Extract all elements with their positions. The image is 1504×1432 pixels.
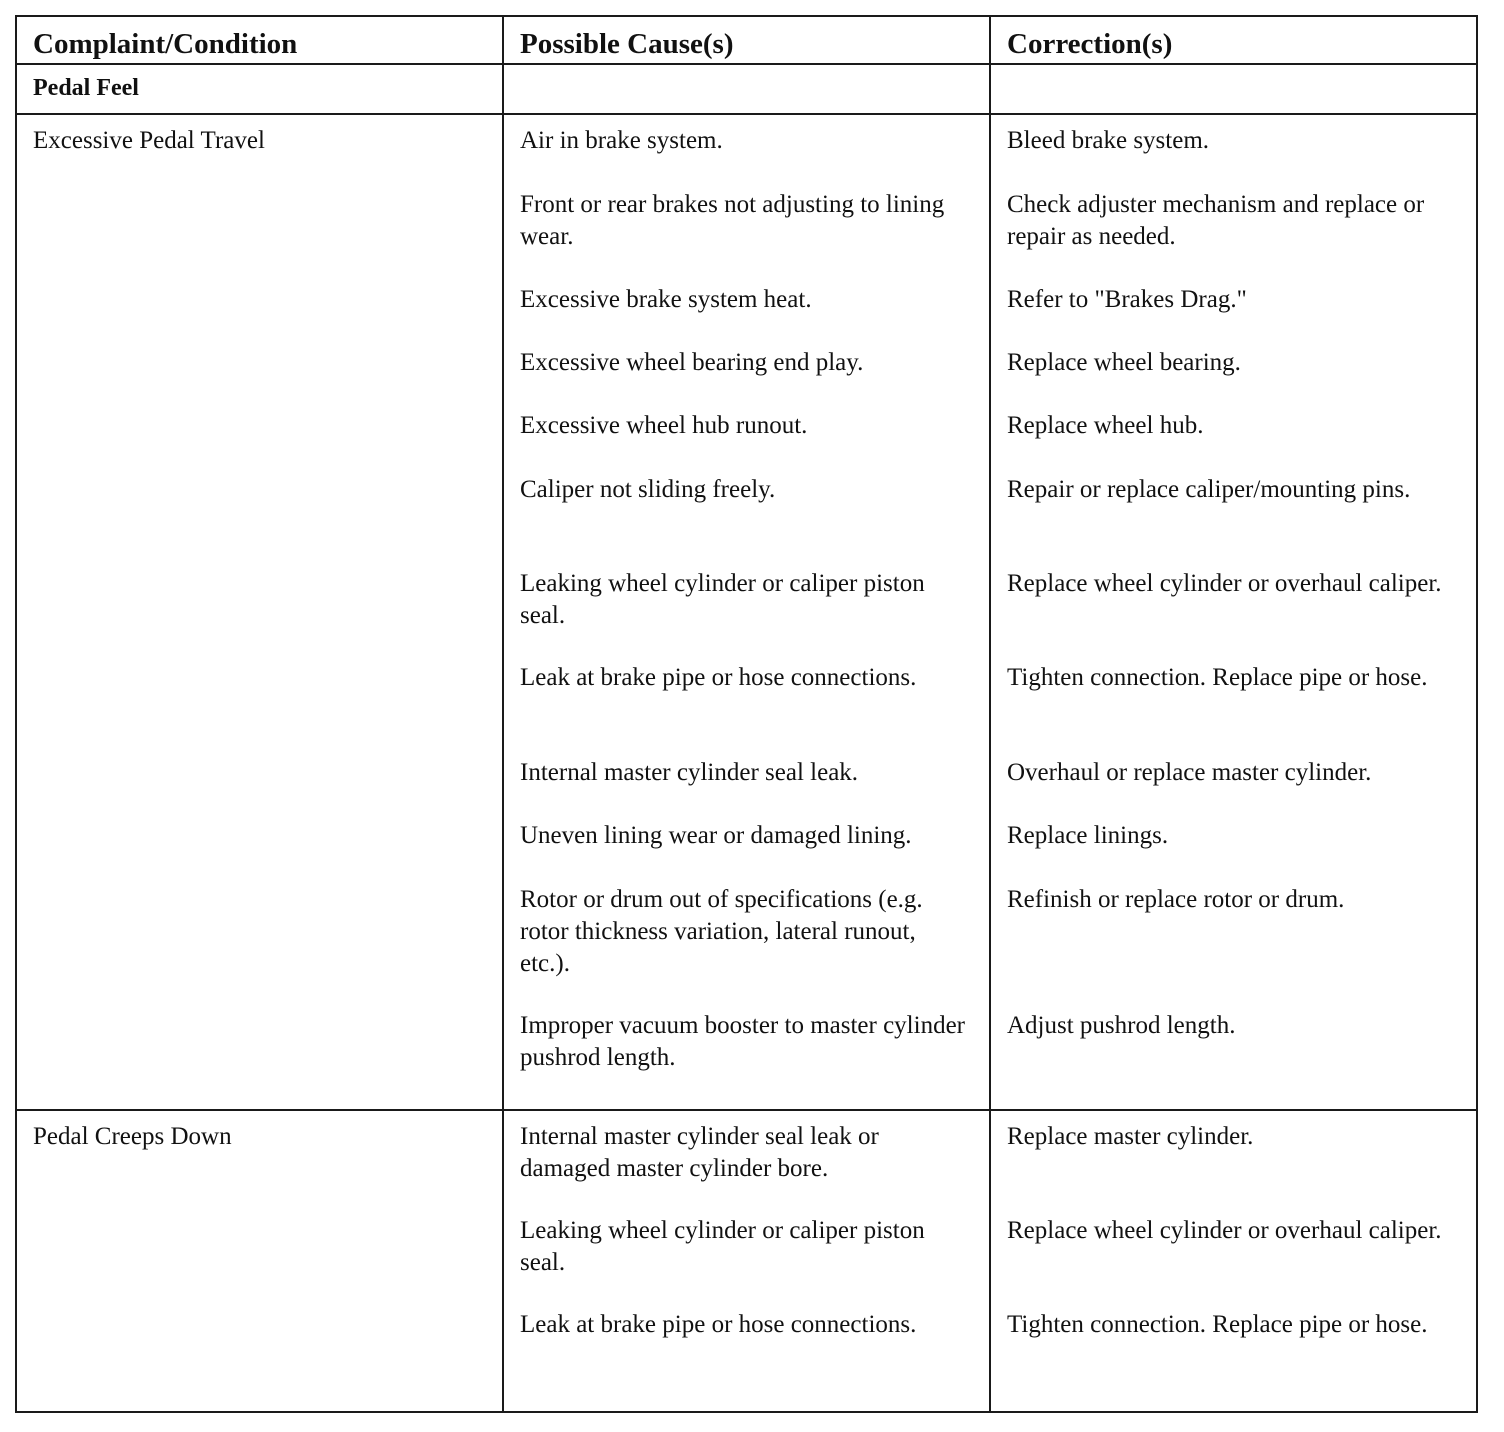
cause-item: Air in brake system. [520,127,723,154]
cause-item: Leaking wheel cylinder or caliper piston seal. [520,1217,925,1276]
diagnosis-table [15,15,1478,1413]
correction-item: Replace wheel bearing. [1007,349,1241,376]
table-row [16,114,1477,1110]
cause-item: Excessive wheel hub runout. [520,412,808,439]
correction-item: Replace wheel cylinder or overhaul caliper. [1007,1217,1442,1244]
correction-item: Repair or replace caliper/mounting pins. [1007,476,1411,503]
section-empty-cell [990,64,1477,114]
causes-cell [503,1110,990,1412]
section-title: Pedal Feel [16,64,503,114]
causes-cell [503,114,990,1110]
section-row [16,64,1477,114]
table-row [16,1110,1477,1412]
cause-item: Internal master cylinder seal leak. [520,759,859,786]
corrections-cell [990,114,1477,1110]
cause-item: Excessive brake system heat. [520,286,812,313]
correction-item: Replace wheel hub. [1007,412,1204,439]
cause-item: Uneven lining wear or damaged lining. [520,822,912,849]
cause-item: Leak at brake pipe or hose connections. [520,664,917,691]
cause-item: Internal master cylinder seal leak or damaged master cylinder bore. [520,1123,879,1182]
correction-item: Refer to "Brakes Drag." [1007,286,1247,313]
cause-item: Rotor or drum out of specifications (e.g. rotor thickness variation, lateral runout, etc.). [520,886,923,977]
cause-item: Improper vacuum booster to master cylinder pushrod length. [520,1012,965,1071]
cause-item: Front or rear brakes not adjusting to lining wear. [520,191,945,250]
correction-item: Check adjuster mechanism and replace or repair as needed. [1007,191,1425,250]
header-row [16,16,1477,64]
correction-item: Replace master cylinder. [1007,1123,1254,1150]
header-correction: Correction(s) [990,16,1477,64]
correction-item: Refinish or replace rotor or drum. [1007,886,1345,913]
cause-item: Caliper not sliding freely. [520,476,776,503]
correction-item: Tighten connection. Replace pipe or hose. [1007,664,1428,691]
correction-item: Replace linings. [1007,822,1169,849]
correction-item: Bleed brake system. [1007,127,1210,154]
correction-item: Replace wheel cylinder or overhaul caliper. [1007,570,1442,597]
correction-item: Overhaul or replace master cylinder. [1007,759,1372,786]
header-condition: Complaint/Condition [16,16,503,64]
header-cause: Possible Cause(s) [503,16,990,64]
corrections-cell [990,1110,1477,1412]
cause-item: Leaking wheel cylinder or caliper piston seal. [520,570,925,629]
condition-cell: Pedal Creeps Down [16,1110,503,1412]
section-empty-cell [503,64,990,114]
correction-item: Tighten connection. Replace pipe or hose. [1007,1311,1428,1338]
condition-cell: Excessive Pedal Travel [16,114,503,1110]
cause-item: Excessive wheel bearing end play. [520,349,864,376]
correction-item: Adjust pushrod length. [1007,1012,1236,1039]
cause-item: Leak at brake pipe or hose connections. [520,1311,917,1338]
